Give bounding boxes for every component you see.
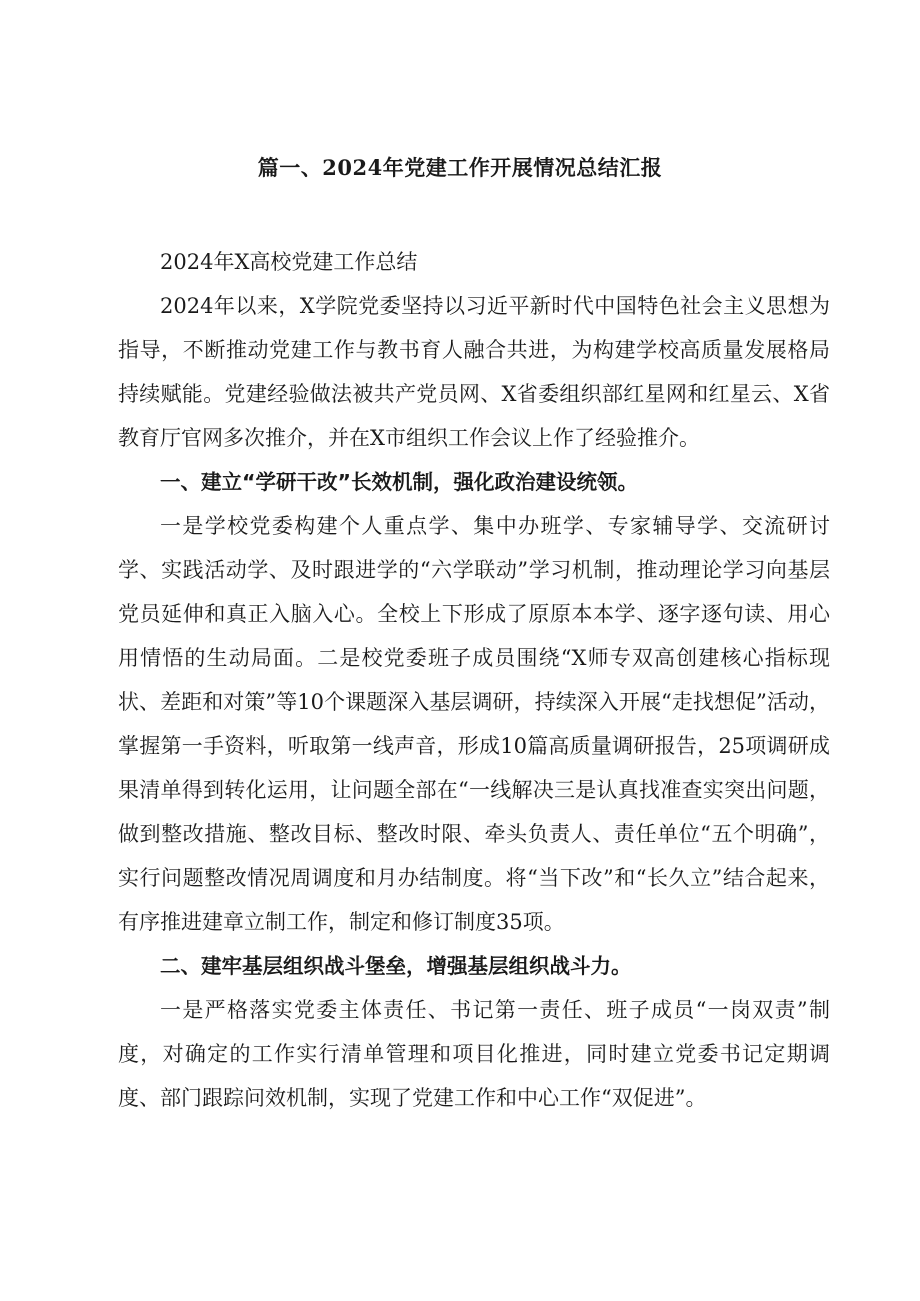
section-1-heading: 一、建立“学研干改”长效机制，强化政治建设统领。	[160, 470, 638, 494]
intro-paragraph: 2024年以来，X学院党委坚持以习近平新时代中国特色社会主义思想为指导，不断推动党建工作与教书育人融合共进，为构建学校高质量发展格局持续赋能。党建经验做法被共产党员网、X省委组织部红星网和红星云、X省教育厅官网多次推介，并在X市组织工作会议上作了经验推介。	[118, 294, 830, 450]
section-1-paragraph: 一是学校党委构建个人重点学、集中办班学、专家辅导学、交流研讨学、实践活动学、及时跟进学的“六学联动”学习机制，推动理论学习向基层党员延伸和真正入脑入心。全校上下形成了原原本本学、逐字逐句读、用心用情悟的生动局面。二是校党委班子成员围绕“X师专双高创建核心指标现状、差距和对策”等10个课题深入基层调研，持续深入开展“走找想促”活动，掌握第一手资料，听取第一线声音，形成10篇高质量调研报告，25项调研成果清单得到转化运用，让问题全部在“一线解决三是认真找准查实突出问题，做到整改措施、整改目标、整改时限、牵头负责人、责任单位“五个明确”，实行问题整改情况周调度和月办结制度。将“当下改”和“长久立”结合起来，有序推进建章立制工作，制定和修订制度35项。	[118, 514, 830, 934]
document-body	[118, 240, 830, 1120]
section-2-paragraph: 一是严格落实党委主体责任、书记第一责任、班子成员“一岗双责”制度，对确定的工作实行清单管理和项目化推进，同时建立党委书记定期调度、部门跟踪问效机制，实现了党建工作和中心工作“双促进”。	[118, 998, 830, 1110]
document-title: 篇一、2024年党建工作开展情况总结汇报	[257, 155, 663, 180]
document-subtitle: 2024年X高校党建工作总结	[160, 250, 418, 274]
section-2-heading: 二、建牢基层组织战斗堡垒，增强基层组织战斗力。	[160, 954, 632, 978]
